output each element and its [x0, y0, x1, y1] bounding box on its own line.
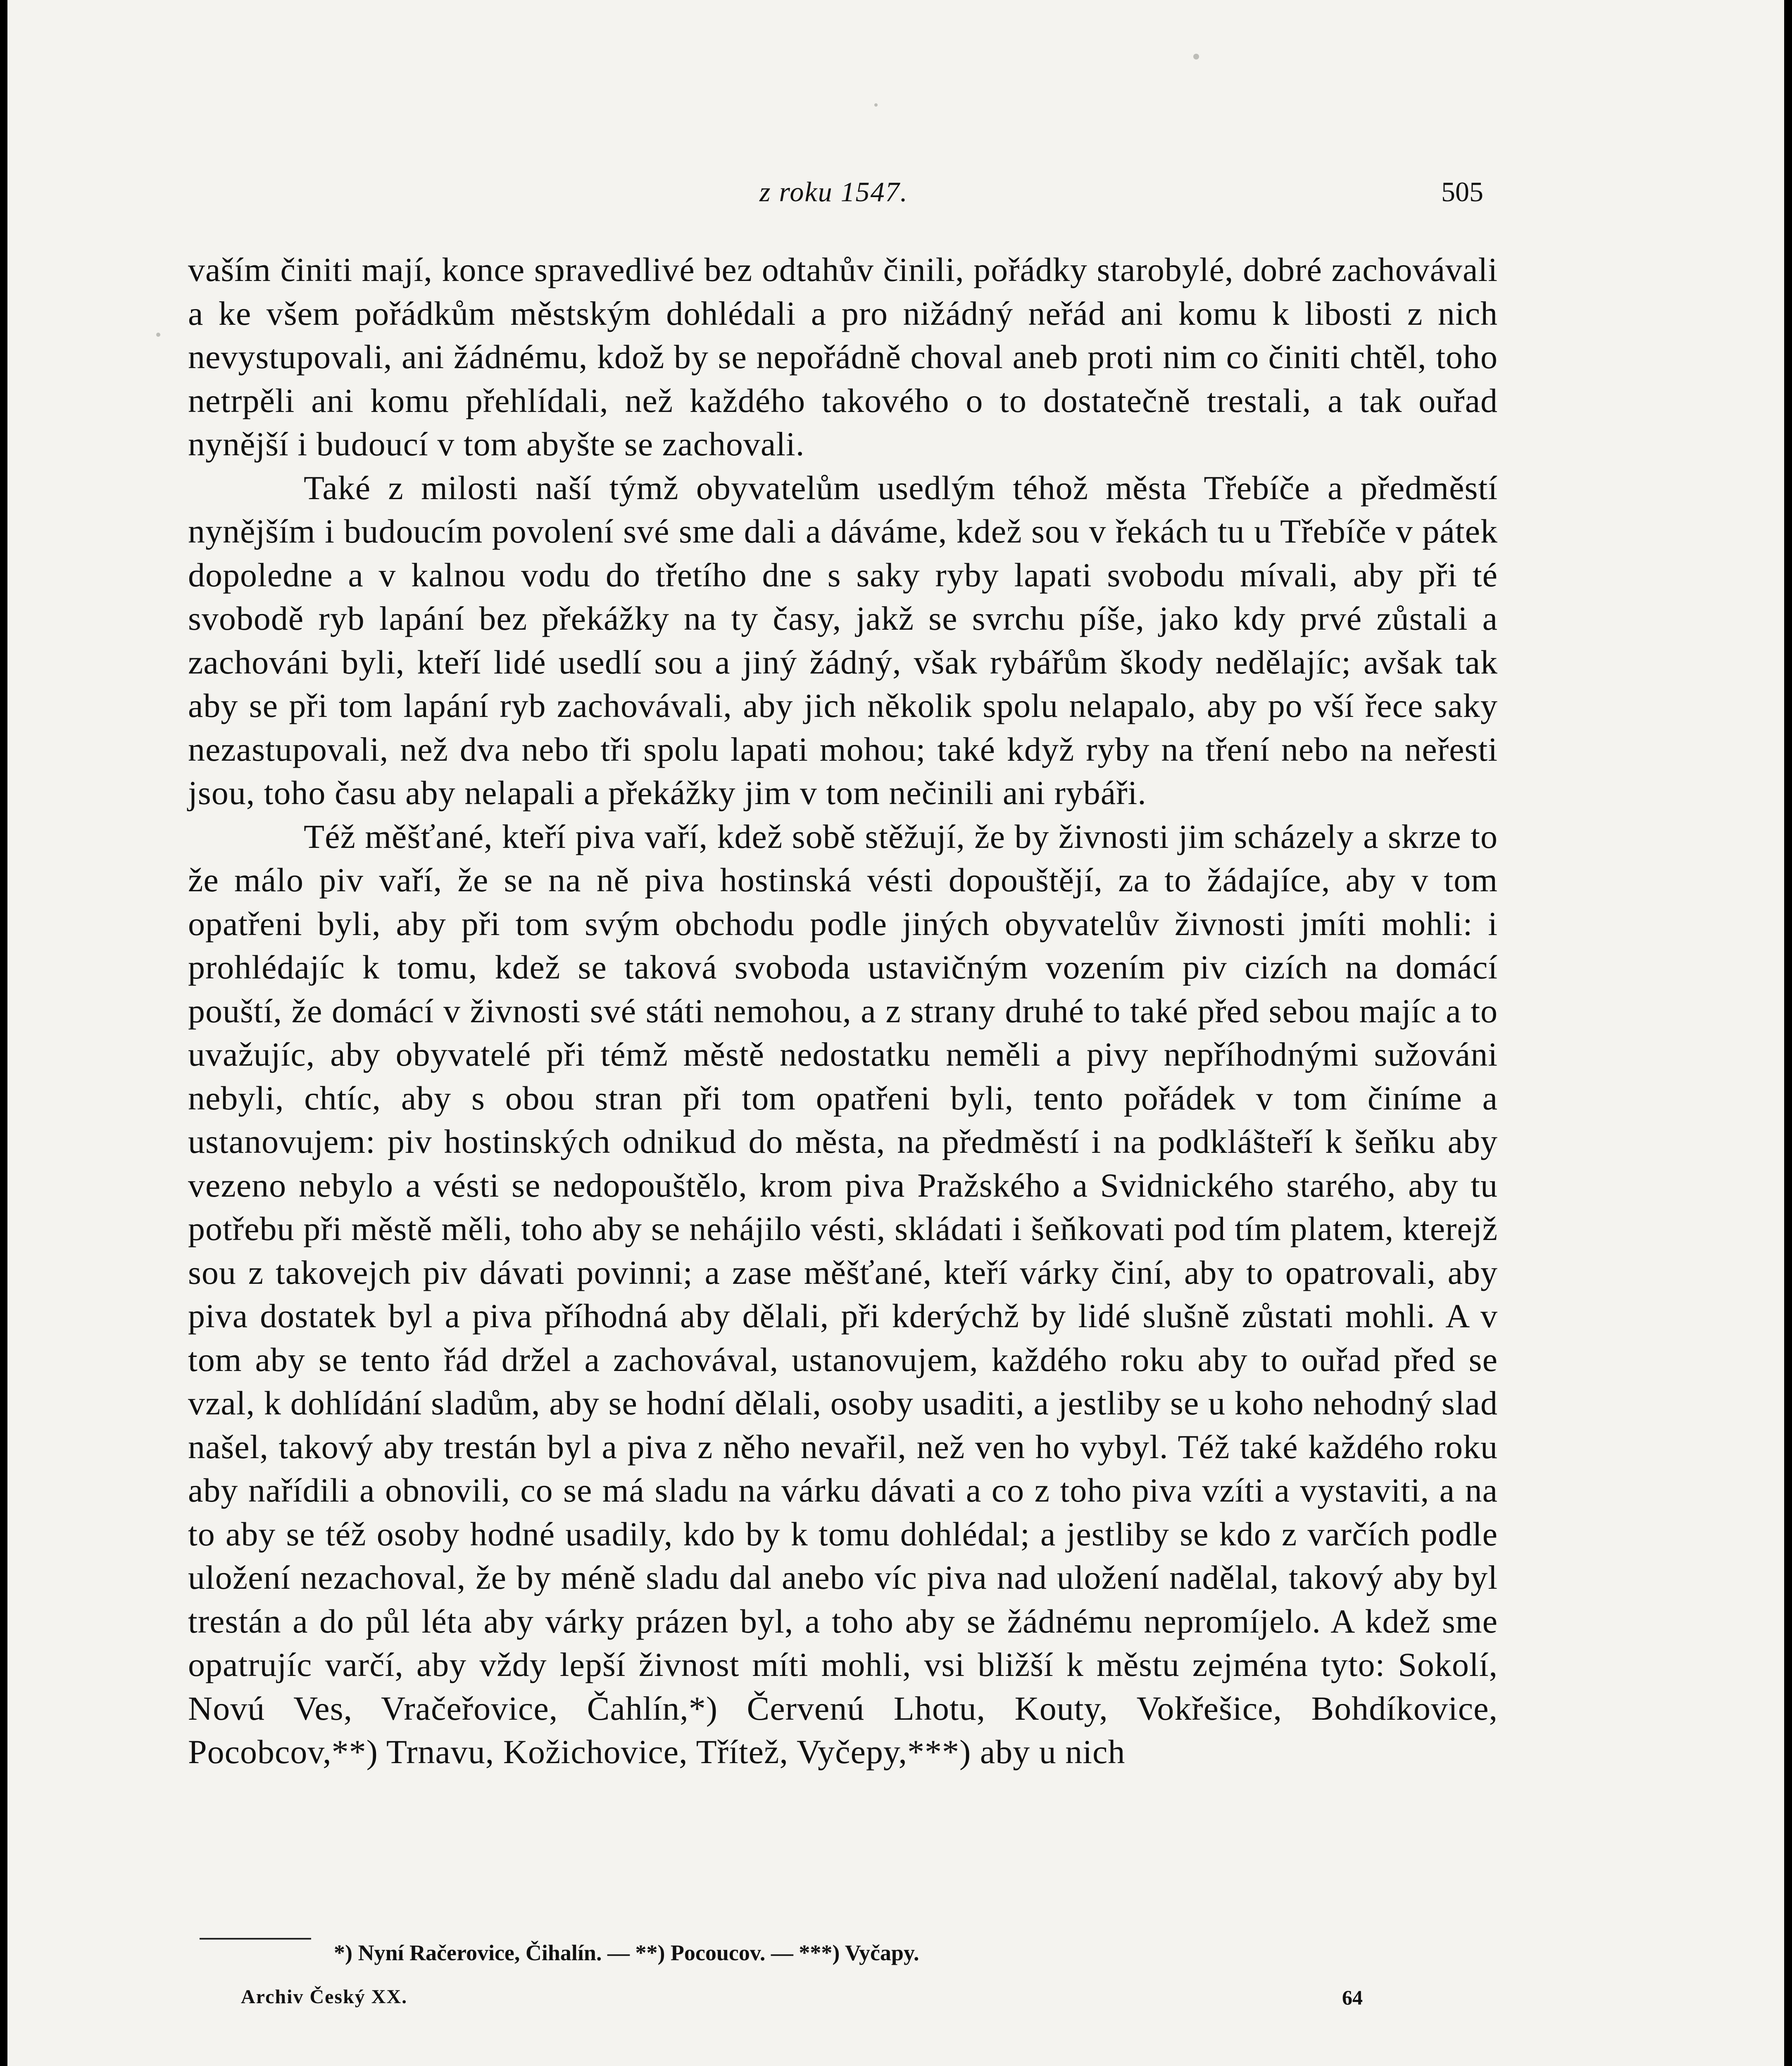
running-title: z roku 1547. [759, 176, 908, 207]
paragraph: Také z milosti naší týmž obyvatelům usedlým téhož města Třebíče a předměstí nynějším i budoucím povolení své sme dali a dáváme, kdež sou v řekách tu u Třebíče v pátek dopoledne a v kalnou vodu do třetího dne s saky ryby lapati svobodu mívali, aby při té svobodě ryb lapání bez překážky na ty časy, jakž se svrchu píše, jako kdy prvé zůstali a zachováni byli, kteří lidé usedlí sou a jiný žádný, však rybářům škody nedělajíc; avšak tak aby se při tom lapání ryb zachovávali, aby jich několik spolu nelapalo, aby po vší řece saky nezastupovali, než dva nebo tři spolu lapati mohou; také když ryby na tření nebo na neřesti jsou, toho času aby nelapali a překážky jim v tom nečinili ani rybáři. [188, 469, 1498, 812]
paragraph: Též měšťané, kteří piva vaří, kdež sobě stěžují, že by živnosti jim scházely a skrze to že málo piv vaří, že se na ně piva hostinská vésti dopouštějí, za to žádajíce, aby v tom opatřeni byli, aby při tom svým obchodu podle jiných obyvatelův živnosti jmíti mohli: i prohlédajíc k tomu, kdež se taková svoboda ustavičným vozením piv cizích na domácí pouští, že domácí v živnosti své státi nemohou, a z strany druhé to také před sebou majíc a to uvažujíc, aby obyvatelé při témž městě nedostatku neměli a pivy nepříhodnými sužováni nebyli, chtíc, aby s obou stran při tom opatřeni byli, tento pořádek v tom činíme a ustanovujem: piv hostinských odnikud do města, na předměstí i na podklášteří k šeňku aby vezeno nebylo a vésti se nedopouštělo, krom piva Pražského a Svidnického starého, aby tu potřebu při městě měli, toho aby se nehájilo vésti, skládati i šeňkovati pod tím platem, kterejž sou z takovejch piv dávati povinni; a zase měšťané, kteří várky činí, aby to opatrovali, aby piva dostatek byl a piva příhodná aby dělali, při kderýchž by lidé slušně zůstati mohli. A v tom aby se tento řád držel a zachovával, ustanovujem, každého roku aby to ouřad před se vzal, k dohlídání sladům, aby se hodní dělali, osoby usaditi, a jestliby se u koho nehodný slad našel, takový aby trestán byl a piva z něho nevařil, než ven ho vybyl. Též také každého roku aby nařídili a obnovili, co se má sladu na várku dávati a co z toho piva vzíti a vystaviti, a na to aby se též osoby hodné usadily, kdo by k tomu dohlédal; a jestliby se kdo z varčích podle uložení nezachoval, že by méně sladu dal anebo víc piva nad uložení nadělal, takový aby byl trestán a do půl léta aby várky prázen byl, a toho aby se žádnému nepromíjelo. A kdež sme opatrujíc varčí, aby vždy lepší živnost míti mohli, vsi bližší k městu zejména tyto: Sokolí, Novú Ves, Vračeřovice, Čahlín,*) Červenú Lhotu, Kouty, Vokřešice, Bohdíkovice, Pocobcov,**) Trnavu, Kožichovice, Třítež, Vyčepy,***) aby u nich [188, 817, 1498, 1771]
sheet-number: 64 [1342, 1986, 1363, 2009]
printer-signature: Archiv Český XX. [241, 1986, 408, 2008]
page-header [7, 176, 1784, 221]
footnote: *) Nyní Račerovice, Čihalín. — **) Pocoucov. — ***) Vyčapy. [334, 1940, 919, 1965]
scan-dust-spot [1193, 54, 1199, 60]
footnote-rule [200, 1938, 311, 1940]
scanned-page [7, 0, 1784, 2066]
body-text [188, 248, 1498, 1774]
page-number: 505 [1441, 176, 1483, 207]
scan-dust-spot [156, 333, 160, 337]
scan-dust-spot [874, 103, 878, 107]
paragraph: vaším činiti mají, konce spravedlivé bez odtahův činili, pořádky starobylé, dobré zachovávali a ke všem pořádkům městským dohlédali a pro nižádný neřád ani komu k libosti z nich nevystupovali, ani žádnému, kdož by se nepořádně choval aneb proti nim co činiti chtěl, toho netrpěli ani komu přehlídali, než každého takového o to dostatečně trestali, a tak ouřad nynější i budoucí v tom abyšte se zachovali. [188, 251, 1498, 463]
